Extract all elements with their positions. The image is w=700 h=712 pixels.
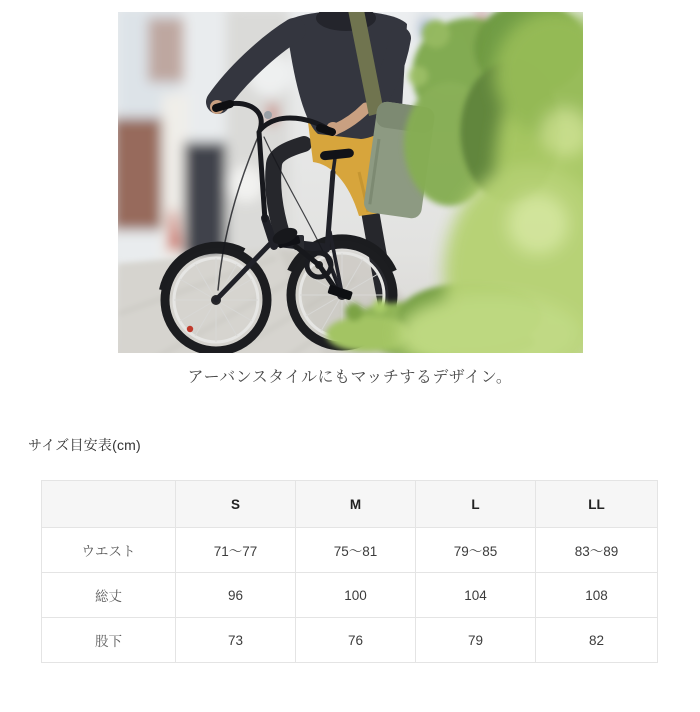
waist-m: 75〜81 [296, 528, 416, 573]
total-length-m: 100 [296, 573, 416, 618]
inseam-m: 76 [296, 618, 416, 663]
total-length-l: 104 [416, 573, 536, 618]
waist-l: 79〜85 [416, 528, 536, 573]
waist-ll: 83〜89 [536, 528, 658, 573]
size-table-header-row [42, 481, 658, 528]
table-row-total-length [42, 573, 658, 618]
product-photo [118, 12, 583, 353]
waist-s: 71〜77 [176, 528, 296, 573]
photo-caption: アーバンスタイルにもマッチするデザイン。 [187, 369, 513, 386]
total-length-ll: 108 [536, 573, 658, 618]
bike-bell [264, 111, 272, 119]
size-guide-table-container [41, 480, 657, 663]
row-label-total-length: 総丈 [42, 573, 176, 618]
wheel-reflector [186, 326, 192, 332]
size-col-header-ll: LL [536, 481, 658, 528]
inseam-ll: 82 [536, 618, 658, 663]
inseam-l: 79 [416, 618, 536, 663]
product-photo-illustration [118, 12, 583, 353]
row-label-inseam: 股下 [42, 618, 176, 663]
size-col-header-m: M [296, 481, 416, 528]
size-guide-heading: サイズ目安表(cm) [28, 437, 141, 453]
total-length-s: 96 [176, 573, 296, 618]
size-col-header-l: L [416, 481, 536, 528]
size-col-header-s: S [176, 481, 296, 528]
inseam-s: 73 [176, 618, 296, 663]
table-row-inseam [42, 618, 658, 663]
size-guide-table [41, 480, 658, 663]
row-label-waist: ウエスト [42, 528, 176, 573]
size-col-header-blank [42, 481, 176, 528]
table-row-waist [42, 528, 658, 573]
